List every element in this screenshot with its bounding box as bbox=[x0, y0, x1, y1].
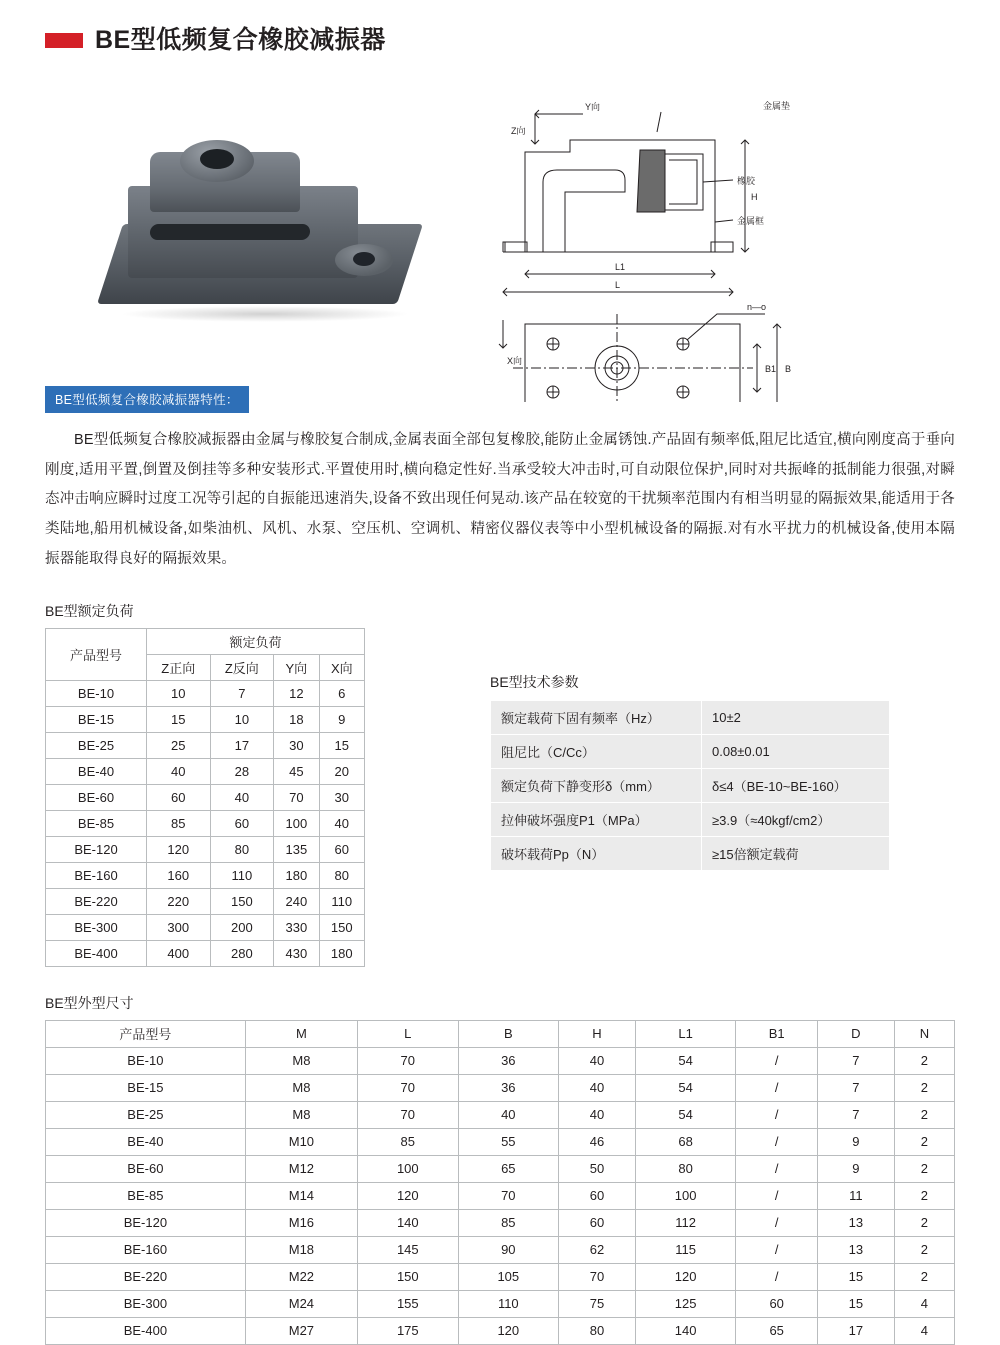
header-accent-bar bbox=[45, 33, 83, 48]
cell-value: M8 bbox=[245, 1047, 357, 1074]
cell-value: 9 bbox=[817, 1128, 894, 1155]
label-l1: L1 bbox=[615, 262, 626, 272]
cell-model: BE-120 bbox=[46, 836, 147, 862]
product-photo bbox=[85, 114, 430, 344]
product-illustrations bbox=[45, 62, 955, 382]
cell-value: 45 bbox=[274, 758, 319, 784]
cell-value: 40 bbox=[210, 784, 274, 810]
cell-value: 80 bbox=[635, 1155, 736, 1182]
dim-col-d: D bbox=[817, 1020, 894, 1047]
tech-params-wrap bbox=[490, 628, 890, 871]
cell-value: 60 bbox=[319, 836, 364, 862]
cell-value: / bbox=[736, 1074, 818, 1101]
cell-value: / bbox=[736, 1101, 818, 1128]
cell-model: BE-40 bbox=[46, 1128, 246, 1155]
cell-value: 40 bbox=[559, 1047, 636, 1074]
cell-value: 62 bbox=[559, 1236, 636, 1263]
cell-model: BE-40 bbox=[46, 758, 147, 784]
table-row bbox=[46, 1128, 955, 1155]
cell-value: 400 bbox=[147, 940, 211, 966]
label-h: H bbox=[751, 192, 758, 202]
label-holes: n—o bbox=[747, 302, 767, 312]
cell-value: 280 bbox=[210, 940, 274, 966]
cell-value: M18 bbox=[245, 1236, 357, 1263]
table-row bbox=[46, 1101, 955, 1128]
cell-value: 80 bbox=[559, 1317, 636, 1344]
cell-value: 330 bbox=[274, 914, 319, 940]
cell-value: 60 bbox=[736, 1290, 818, 1317]
cell-value: 40 bbox=[559, 1074, 636, 1101]
feature-section-label: BE型低频复合橡胶减振器特性： bbox=[45, 386, 249, 413]
label-l: L bbox=[615, 280, 621, 290]
rubber-mount-image bbox=[110, 124, 410, 334]
cell-value: 150 bbox=[210, 888, 274, 914]
cell-value: 110 bbox=[458, 1290, 559, 1317]
cell-value: 2 bbox=[894, 1209, 954, 1236]
table-row bbox=[46, 914, 365, 940]
cell-value: 50 bbox=[559, 1155, 636, 1182]
cell-value: 68 bbox=[635, 1128, 736, 1155]
cell-model: BE-85 bbox=[46, 1182, 246, 1209]
cell-value: 40 bbox=[319, 810, 364, 836]
cell-value: M16 bbox=[245, 1209, 357, 1236]
cell-value: 150 bbox=[358, 1263, 459, 1290]
cell-value: 54 bbox=[635, 1101, 736, 1128]
cell-value: 85 bbox=[358, 1128, 459, 1155]
table-row bbox=[491, 768, 890, 802]
dim-col-model: 产品型号 bbox=[46, 1020, 246, 1047]
cell-value: 17 bbox=[210, 732, 274, 758]
dim-col-b1: B1 bbox=[736, 1020, 818, 1047]
table-row bbox=[46, 1317, 955, 1344]
cell-model: BE-160 bbox=[46, 1236, 246, 1263]
mount-bolt-hole bbox=[353, 252, 375, 266]
cell-value: / bbox=[736, 1128, 818, 1155]
cell-value: 140 bbox=[635, 1317, 736, 1344]
cell-model: BE-300 bbox=[46, 914, 147, 940]
rated-col-z-pos: Z正向 bbox=[147, 654, 211, 680]
cell-value: 60 bbox=[147, 784, 211, 810]
cell-value: 54 bbox=[635, 1047, 736, 1074]
label-metal-frame: 金属框 bbox=[737, 216, 765, 226]
cell-model: BE-220 bbox=[46, 888, 147, 914]
cell-value: 220 bbox=[147, 888, 211, 914]
cell-value: 100 bbox=[274, 810, 319, 836]
table-row bbox=[46, 1290, 955, 1317]
cell-model: BE-25 bbox=[46, 1101, 246, 1128]
rated-group-header: 额定负荷 bbox=[147, 628, 365, 654]
cell-value: 36 bbox=[458, 1074, 559, 1101]
cell-value: 80 bbox=[210, 836, 274, 862]
table-row bbox=[491, 700, 890, 734]
table-row bbox=[46, 1263, 955, 1290]
cell-value: 10 bbox=[147, 680, 211, 706]
cell-value: 160 bbox=[147, 862, 211, 888]
cell-value: M8 bbox=[245, 1074, 357, 1101]
cell-value: 18 bbox=[274, 706, 319, 732]
cell-model: BE-120 bbox=[46, 1209, 246, 1236]
dimensions-title: BE型外型尺寸 bbox=[45, 994, 134, 1011]
cell-value: 36 bbox=[458, 1047, 559, 1074]
tech-param-value: 10±2 bbox=[702, 700, 890, 734]
tech-param-key: 额定负荷下静变形δ（mm） bbox=[491, 768, 702, 802]
cell-value: 200 bbox=[210, 914, 274, 940]
cell-value: 100 bbox=[358, 1155, 459, 1182]
cell-value: 9 bbox=[319, 706, 364, 732]
cell-model: BE-10 bbox=[46, 680, 147, 706]
tech-param-value: ≥3.9（≈40kgf/cm2） bbox=[702, 802, 890, 836]
cell-value: 15 bbox=[147, 706, 211, 732]
cell-value: 105 bbox=[458, 1263, 559, 1290]
cell-value: M27 bbox=[245, 1317, 357, 1344]
cell-model: BE-15 bbox=[46, 1074, 246, 1101]
cell-value: 90 bbox=[458, 1236, 559, 1263]
cell-value: 240 bbox=[274, 888, 319, 914]
dimensions-table bbox=[45, 1020, 955, 1345]
cell-value: 100 bbox=[635, 1182, 736, 1209]
cell-value: 7 bbox=[210, 680, 274, 706]
cell-value: / bbox=[736, 1047, 818, 1074]
rated-col-y: Y向 bbox=[274, 654, 319, 680]
cell-model: BE-85 bbox=[46, 810, 147, 836]
cell-value: 60 bbox=[559, 1182, 636, 1209]
label-rubber: 橡胶 bbox=[737, 176, 756, 186]
cell-value: 155 bbox=[358, 1290, 459, 1317]
table-row bbox=[46, 810, 365, 836]
cell-value: 120 bbox=[458, 1317, 559, 1344]
cell-value: 7 bbox=[817, 1047, 894, 1074]
cell-value: 2 bbox=[894, 1128, 954, 1155]
mount-shadow bbox=[120, 306, 410, 322]
table-row bbox=[46, 706, 365, 732]
rated-load-table bbox=[45, 628, 365, 967]
cell-value: 70 bbox=[559, 1263, 636, 1290]
cell-value: M22 bbox=[245, 1263, 357, 1290]
cell-model: BE-400 bbox=[46, 940, 147, 966]
feature-description: BE型低频复合橡胶减振器由金属与橡胶复合制成,金属表面全部包复橡胶,能防止金属锈蚀.产品固有频率低,阻尼比适宜,横向刚度高于垂向刚度,适用平置,倒置及倒挂等多种安装形式.平置使用时,横向稳定性好.当承受较大冲击时,可自动限位保护,同时对共振峰的抵制能力很强,对瞬态冲击响应瞬时过度工况等引起的自振能迅速消失,设备不致出现任何晃动.该产品在较宽的干扰频率范围内有相当明显的隔振效果,能适用于各类陆地,船用机械设备,如柴油机、风机、水泵、空压机、空调机、精密仪器仪表等中小型机械设备的隔振.对有水平扰力的机械设备,使用本隔振器能取得良好的隔振效果。 bbox=[45, 432, 955, 567]
cell-value: 54 bbox=[635, 1074, 736, 1101]
table-row bbox=[46, 1155, 955, 1182]
dim-col-h: H bbox=[559, 1020, 636, 1047]
cell-value: 30 bbox=[274, 732, 319, 758]
cell-value: 9 bbox=[817, 1155, 894, 1182]
rated-col-z-neg: Z反向 bbox=[210, 654, 274, 680]
cell-value: 115 bbox=[635, 1236, 736, 1263]
table-row bbox=[46, 862, 365, 888]
cell-value: 70 bbox=[358, 1047, 459, 1074]
cell-value: 15 bbox=[817, 1263, 894, 1290]
table-row bbox=[46, 680, 365, 706]
cell-value: 40 bbox=[147, 758, 211, 784]
cell-value: 65 bbox=[458, 1155, 559, 1182]
label-metal-seat: 金属垫 bbox=[763, 101, 791, 111]
cell-value: 175 bbox=[358, 1317, 459, 1344]
cell-model: BE-25 bbox=[46, 732, 147, 758]
cell-value: 110 bbox=[210, 862, 274, 888]
table-row bbox=[46, 732, 365, 758]
cell-model: BE-160 bbox=[46, 862, 147, 888]
cell-value: 120 bbox=[147, 836, 211, 862]
cell-value: 13 bbox=[817, 1236, 894, 1263]
table-row bbox=[46, 758, 365, 784]
cell-value: 60 bbox=[559, 1209, 636, 1236]
cell-value: 70 bbox=[358, 1074, 459, 1101]
cell-value: 2 bbox=[894, 1101, 954, 1128]
cell-value: / bbox=[736, 1236, 818, 1263]
rated-model-header: 产品型号 bbox=[46, 628, 147, 680]
cell-value: 70 bbox=[274, 784, 319, 810]
cell-value: M8 bbox=[245, 1101, 357, 1128]
tech-param-key: 额定载荷下固有频率（Hz） bbox=[491, 700, 702, 734]
table-row bbox=[46, 784, 365, 810]
dim-col-n: N bbox=[894, 1020, 954, 1047]
cell-value: 7 bbox=[817, 1074, 894, 1101]
table-row bbox=[46, 1236, 955, 1263]
cell-value: 28 bbox=[210, 758, 274, 784]
cell-value: 55 bbox=[458, 1128, 559, 1155]
mount-center-hole bbox=[200, 149, 234, 169]
cell-value: 65 bbox=[736, 1317, 818, 1344]
cell-value: / bbox=[736, 1182, 818, 1209]
table-row bbox=[491, 802, 890, 836]
cell-value: 110 bbox=[319, 888, 364, 914]
table-row bbox=[46, 1047, 955, 1074]
tech-param-value: δ≤4（BE-10~BE-160） bbox=[702, 768, 890, 802]
tech-params-title: BE型技术参数 bbox=[490, 673, 579, 690]
cell-value: 70 bbox=[458, 1182, 559, 1209]
cell-value: 112 bbox=[635, 1209, 736, 1236]
table-row bbox=[491, 734, 890, 768]
cell-value: 17 bbox=[817, 1317, 894, 1344]
cell-value: 145 bbox=[358, 1236, 459, 1263]
table-row bbox=[46, 836, 365, 862]
cell-value: 15 bbox=[817, 1290, 894, 1317]
cell-value: 180 bbox=[274, 862, 319, 888]
cell-value: 85 bbox=[147, 810, 211, 836]
rated-load-title: BE型额定负荷 bbox=[45, 602, 134, 619]
cell-model: BE-400 bbox=[46, 1317, 246, 1344]
cell-value: 80 bbox=[319, 862, 364, 888]
cell-value: 40 bbox=[559, 1101, 636, 1128]
rated-and-tech-row bbox=[45, 628, 955, 967]
table-row bbox=[46, 888, 365, 914]
cell-value: 30 bbox=[319, 784, 364, 810]
cell-value: 40 bbox=[458, 1101, 559, 1128]
cell-value: 4 bbox=[894, 1317, 954, 1344]
cell-model: BE-15 bbox=[46, 706, 147, 732]
cell-model: BE-220 bbox=[46, 1263, 246, 1290]
cell-value: 6 bbox=[319, 680, 364, 706]
table-row bbox=[491, 836, 890, 870]
table-header-row bbox=[46, 1020, 955, 1047]
cell-value: 2 bbox=[894, 1155, 954, 1182]
cell-value: 125 bbox=[635, 1290, 736, 1317]
tech-param-value: 0.08±0.01 bbox=[702, 734, 890, 768]
tech-params-table bbox=[490, 700, 890, 871]
label-b1: B1 bbox=[765, 364, 777, 374]
cell-value: 2 bbox=[894, 1263, 954, 1290]
cell-value: 7 bbox=[817, 1101, 894, 1128]
cell-value: 150 bbox=[319, 914, 364, 940]
cell-value: 70 bbox=[358, 1101, 459, 1128]
cell-value: 2 bbox=[894, 1182, 954, 1209]
cell-value: 300 bbox=[147, 914, 211, 940]
cell-value: 430 bbox=[274, 940, 319, 966]
tech-param-key: 阻尼比（C/Cc） bbox=[491, 734, 702, 768]
cell-value: 2 bbox=[894, 1236, 954, 1263]
cell-value: 2 bbox=[894, 1047, 954, 1074]
tech-param-key: 拉伸破坏强度P1（MPa） bbox=[491, 802, 702, 836]
cell-value: 135 bbox=[274, 836, 319, 862]
dim-col-l: L bbox=[358, 1020, 459, 1047]
dim-col-m: M bbox=[245, 1020, 357, 1047]
technical-drawings bbox=[465, 92, 945, 392]
mount-slot bbox=[149, 224, 310, 240]
cell-value: 11 bbox=[817, 1182, 894, 1209]
cell-value: 10 bbox=[210, 706, 274, 732]
cell-value: M10 bbox=[245, 1128, 357, 1155]
label-z-direction: Z向 bbox=[511, 126, 526, 136]
cell-value: 4 bbox=[894, 1290, 954, 1317]
cell-value: / bbox=[736, 1209, 818, 1236]
cell-model: BE-60 bbox=[46, 784, 147, 810]
cell-model: BE-60 bbox=[46, 1155, 246, 1182]
cell-value: / bbox=[736, 1263, 818, 1290]
table-row bbox=[46, 1074, 955, 1101]
cell-value: 2 bbox=[894, 1074, 954, 1101]
cell-model: BE-10 bbox=[46, 1047, 246, 1074]
cell-value: 25 bbox=[147, 732, 211, 758]
cell-value: 60 bbox=[210, 810, 274, 836]
tech-param-key: 破坏载荷Pp（N） bbox=[491, 836, 702, 870]
cell-value: 180 bbox=[319, 940, 364, 966]
cell-value: M12 bbox=[245, 1155, 357, 1182]
label-b: B bbox=[785, 364, 792, 374]
cell-value: / bbox=[736, 1155, 818, 1182]
cell-value: M24 bbox=[245, 1290, 357, 1317]
cell-value: 120 bbox=[358, 1182, 459, 1209]
cell-value: 75 bbox=[559, 1290, 636, 1317]
table-row bbox=[46, 1182, 955, 1209]
label-x-direction: X向 bbox=[507, 356, 523, 366]
label-y-direction: Y向 bbox=[585, 102, 601, 112]
table-row bbox=[46, 1209, 955, 1236]
dim-col-l1: L1 bbox=[635, 1020, 736, 1047]
rated-col-x: X向 bbox=[319, 654, 364, 680]
cell-value: M14 bbox=[245, 1182, 357, 1209]
tech-param-value: ≥15倍额定载荷 bbox=[702, 836, 890, 870]
page-title: BE型低频复合橡胶减振器 bbox=[95, 25, 386, 54]
cell-model: BE-300 bbox=[46, 1290, 246, 1317]
cell-value: 20 bbox=[319, 758, 364, 784]
table-row bbox=[46, 940, 365, 966]
page-header bbox=[45, 0, 955, 62]
table-header-row bbox=[46, 628, 365, 654]
cell-value: 15 bbox=[319, 732, 364, 758]
cell-value: 46 bbox=[559, 1128, 636, 1155]
cell-value: 140 bbox=[358, 1209, 459, 1236]
cell-value: 12 bbox=[274, 680, 319, 706]
cell-value: 13 bbox=[817, 1209, 894, 1236]
cell-value: 85 bbox=[458, 1209, 559, 1236]
cell-value: 120 bbox=[635, 1263, 736, 1290]
rated-load-table-wrap bbox=[45, 628, 365, 967]
dim-col-b: B bbox=[458, 1020, 559, 1047]
drawing-svg bbox=[465, 92, 945, 402]
